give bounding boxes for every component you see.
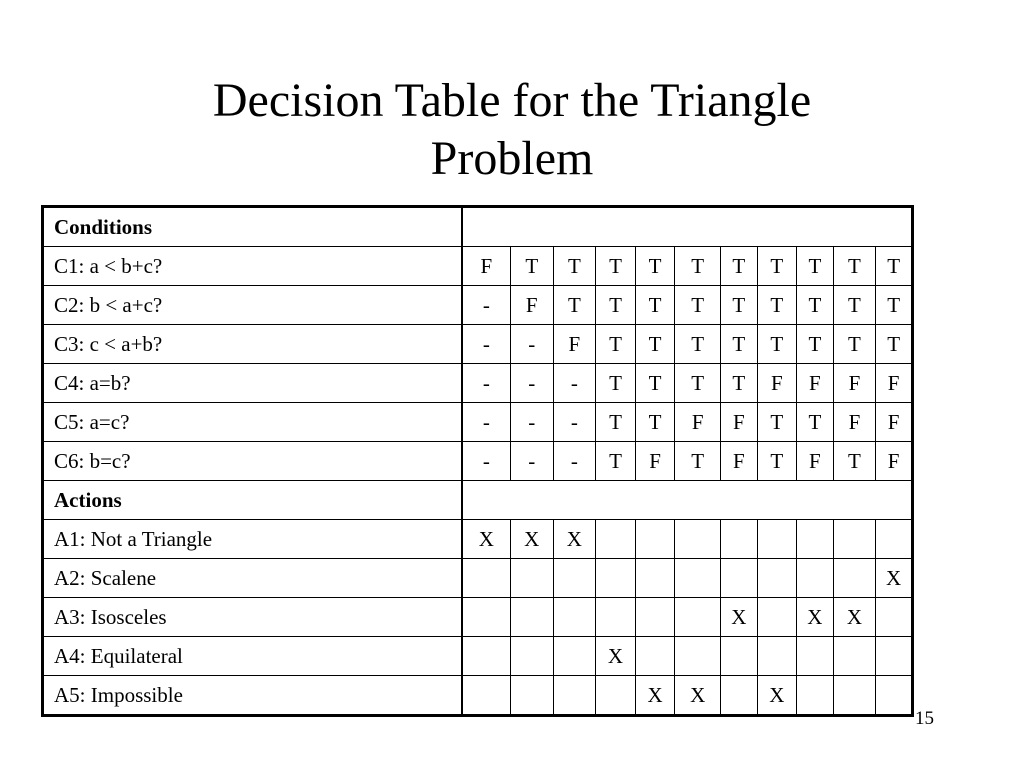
condition-rule-cell: F [721, 442, 758, 481]
action-rule-cell [757, 637, 797, 676]
condition-rule-cell: - [510, 442, 553, 481]
condition-rule-cell: T [757, 247, 797, 286]
action-rule-cell: X [553, 520, 596, 559]
slide-title-line-2: Problem [430, 132, 594, 185]
condition-row [43, 247, 913, 286]
action-rule-cell [757, 559, 797, 598]
action-rule-cell [675, 559, 721, 598]
decision-table [41, 205, 914, 717]
condition-rule-cell: F [462, 247, 511, 286]
action-rule-cell [462, 676, 511, 716]
condition-row [43, 403, 913, 442]
action-label: A5: Impossible [43, 676, 462, 716]
condition-row [43, 364, 913, 403]
action-rule-cell [596, 676, 636, 716]
condition-rule-cell: T [876, 325, 913, 364]
action-rule-cell [876, 637, 913, 676]
action-rule-cell [635, 520, 675, 559]
action-rule-cell [635, 598, 675, 637]
action-rule-cell [721, 676, 758, 716]
condition-rule-cell: - [462, 325, 511, 364]
condition-rule-cell: T [721, 325, 758, 364]
condition-rule-cell: F [797, 442, 834, 481]
action-row [43, 676, 913, 716]
condition-rule-cell: T [596, 403, 636, 442]
condition-rule-cell: T [876, 286, 913, 325]
condition-rule-cell: T [797, 286, 834, 325]
action-rule-cell: X [797, 598, 834, 637]
condition-rule-cell: T [797, 325, 834, 364]
action-rule-cell [833, 520, 876, 559]
condition-rule-cell: - [462, 364, 511, 403]
condition-rule-cell: F [553, 325, 596, 364]
conditions-section-row [43, 207, 913, 247]
action-rule-cell: X [635, 676, 675, 716]
condition-label: C2: b < a+c? [43, 286, 462, 325]
action-rule-cell [675, 637, 721, 676]
condition-rule-cell: T [675, 247, 721, 286]
condition-rule-cell: - [462, 403, 511, 442]
action-rule-cell [876, 520, 913, 559]
actions-section-header: Actions [43, 481, 462, 520]
actions-section-row [43, 481, 913, 520]
condition-rule-cell: - [462, 442, 511, 481]
condition-rule-cell: T [596, 325, 636, 364]
condition-label: C5: a=c? [43, 403, 462, 442]
condition-rule-cell: T [553, 286, 596, 325]
action-rule-cell [721, 520, 758, 559]
action-rule-cell [797, 520, 834, 559]
condition-rule-cell: T [721, 286, 758, 325]
condition-rule-cell: T [635, 286, 675, 325]
actions-section-blank [462, 481, 913, 520]
condition-rule-cell: T [635, 403, 675, 442]
condition-rule-cell: T [596, 364, 636, 403]
condition-rule-cell: T [757, 325, 797, 364]
condition-rule-cell: T [635, 325, 675, 364]
action-rule-cell: X [462, 520, 511, 559]
action-rule-cell [553, 676, 596, 716]
condition-rule-cell: T [675, 325, 721, 364]
condition-rule-cell: T [721, 364, 758, 403]
slide-title-line-1: Decision Table for the Triangle [212, 74, 812, 127]
condition-rule-cell: - [553, 403, 596, 442]
decision-table-body [43, 207, 913, 716]
condition-rule-cell: T [596, 286, 636, 325]
action-rule-cell [596, 598, 636, 637]
action-rule-cell [833, 676, 876, 716]
condition-rule-cell: - [553, 364, 596, 403]
condition-rule-cell: T [596, 442, 636, 481]
condition-rule-cell: F [876, 364, 913, 403]
action-rule-cell [553, 637, 596, 676]
action-rule-cell: X [876, 559, 913, 598]
condition-rule-cell: F [675, 403, 721, 442]
action-rule-cell [833, 559, 876, 598]
action-label: A1: Not a Triangle [43, 520, 462, 559]
action-rule-cell [876, 598, 913, 637]
action-rule-cell: X [721, 598, 758, 637]
condition-rule-cell: T [797, 403, 834, 442]
condition-rule-cell: T [876, 247, 913, 286]
condition-label: C6: b=c? [43, 442, 462, 481]
condition-rule-cell: T [833, 442, 876, 481]
action-rule-cell [757, 598, 797, 637]
action-label: A2: Scalene [43, 559, 462, 598]
condition-rule-cell: - [553, 442, 596, 481]
condition-rule-cell: T [675, 364, 721, 403]
condition-rule-cell: F [833, 364, 876, 403]
condition-label: C1: a < b+c? [43, 247, 462, 286]
action-rule-cell [510, 676, 553, 716]
conditions-section-blank [462, 207, 913, 247]
action-rule-cell [462, 559, 511, 598]
condition-rule-cell: T [596, 247, 636, 286]
action-rule-cell [797, 559, 834, 598]
action-rule-cell: X [596, 637, 636, 676]
action-rule-cell [833, 637, 876, 676]
condition-rule-cell: T [553, 247, 596, 286]
condition-rule-cell: T [675, 442, 721, 481]
condition-rule-cell: T [833, 325, 876, 364]
condition-rule-cell: T [797, 247, 834, 286]
slide-number: 15 [915, 708, 934, 729]
condition-rule-cell: F [876, 442, 913, 481]
action-rule-cell [797, 637, 834, 676]
condition-rule-cell: F [833, 403, 876, 442]
action-rule-cell: X [757, 676, 797, 716]
condition-rule-cell: T [833, 247, 876, 286]
condition-rule-cell: F [797, 364, 834, 403]
action-rule-cell [721, 637, 758, 676]
action-rule-cell [510, 559, 553, 598]
action-row [43, 559, 913, 598]
action-rule-cell [635, 559, 675, 598]
action-rule-cell [721, 559, 758, 598]
action-rule-cell [797, 676, 834, 716]
action-row [43, 520, 913, 559]
condition-rule-cell: T [757, 403, 797, 442]
action-rule-cell: X [510, 520, 553, 559]
action-row [43, 598, 913, 637]
condition-rule-cell: T [635, 247, 675, 286]
action-label: A3: Isosceles [43, 598, 462, 637]
action-rule-cell [675, 598, 721, 637]
slide-title [0, 72, 1024, 188]
condition-label: C3: c < a+b? [43, 325, 462, 364]
action-rule-cell [553, 559, 596, 598]
action-rule-cell [462, 637, 511, 676]
action-rule-cell [757, 520, 797, 559]
condition-rule-cell: T [635, 364, 675, 403]
action-rule-cell [510, 637, 553, 676]
condition-rule-cell: T [757, 442, 797, 481]
condition-rule-cell: T [833, 286, 876, 325]
action-rule-cell [553, 598, 596, 637]
condition-rule-cell: F [635, 442, 675, 481]
condition-rule-cell: T [675, 286, 721, 325]
action-label: A4: Equilateral [43, 637, 462, 676]
condition-rule-cell: T [721, 247, 758, 286]
condition-label: C4: a=b? [43, 364, 462, 403]
condition-rule-cell: - [462, 286, 511, 325]
condition-rule-cell: F [757, 364, 797, 403]
action-row [43, 637, 913, 676]
condition-row [43, 442, 913, 481]
action-rule-cell [675, 520, 721, 559]
condition-row [43, 325, 913, 364]
conditions-section-header: Conditions [43, 207, 462, 247]
action-rule-cell: X [675, 676, 721, 716]
action-rule-cell [596, 559, 636, 598]
condition-rule-cell: F [510, 286, 553, 325]
condition-rule-cell: - [510, 364, 553, 403]
condition-row [43, 286, 913, 325]
condition-rule-cell: T [757, 286, 797, 325]
action-rule-cell [510, 598, 553, 637]
action-rule-cell [876, 676, 913, 716]
action-rule-cell [462, 598, 511, 637]
condition-rule-cell: - [510, 325, 553, 364]
condition-rule-cell: T [510, 247, 553, 286]
condition-rule-cell: - [510, 403, 553, 442]
action-rule-cell [596, 520, 636, 559]
action-rule-cell [635, 637, 675, 676]
condition-rule-cell: F [721, 403, 758, 442]
action-rule-cell: X [833, 598, 876, 637]
condition-rule-cell: F [876, 403, 913, 442]
